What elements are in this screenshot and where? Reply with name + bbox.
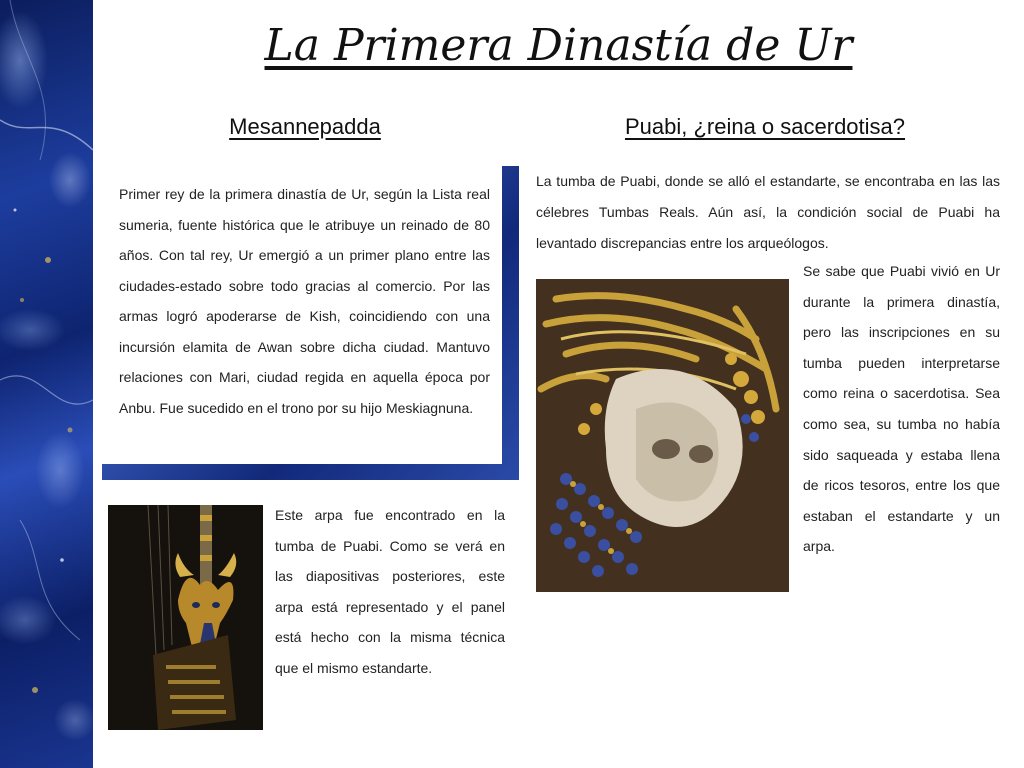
puabi-tomb-paragraph: La tumba de Puabi, donde se alló el estandarte, se encontraba en las las célebres Tumbas Reals. Aún así, la condición social de Puabi ha levantado discrepancias entre los arqueólogos. [536,173,1000,251]
puabi-side-paragraph: Se sabe que Puabi vivió en Ur durante la primera dinastía, pero las inscripciones en su tumba pueden interpretarse como reina o sacerdotisa. Sea como sea, su tumba no había sido saqueada y estaba llena de ricos tesoros, entre los que estaban el estandarte y un arpa. [803,263,1000,555]
heading-puabi: Puabi, ¿reina o sacerdotisa? [624,114,906,139]
bull-headed-harp-photo [108,505,263,730]
lapis-veins [0,0,93,768]
slide-title: La Primera Dinastía de Ur [264,20,853,71]
puabi-headdress-photo [536,279,789,592]
harp-caption: Este arpa fue encontrado en la tumba de Puabi. Como se verá en las diapositivas posteriores, este arpa está representado y el panel está hecho con la misma técnica que el mismo estandarte. [275,507,505,676]
lapis-lazuli-background [0,0,93,768]
mesannepadda-paragraph: Primer rey de la primera dinastía de Ur, según la Lista real sumeria, fuente histórica que le atribuye un reinado de 80 años. Con tal rey, Ur emergió a un primer plano entre las ciudades-estado sobre todo gracias al comercio. Por las armas logró apoderarse de Kish, coincidiendo con una incursión elamita de Awan sobre dicha ciudad. Mantuvo relaciones con Mari, ciudad regida en aquella época por Anbu. Fue sucedido en el trono por su hijo Meskiagnuna. [119,186,490,416]
heading-mesannepadda: Mesannepadda [229,114,381,139]
